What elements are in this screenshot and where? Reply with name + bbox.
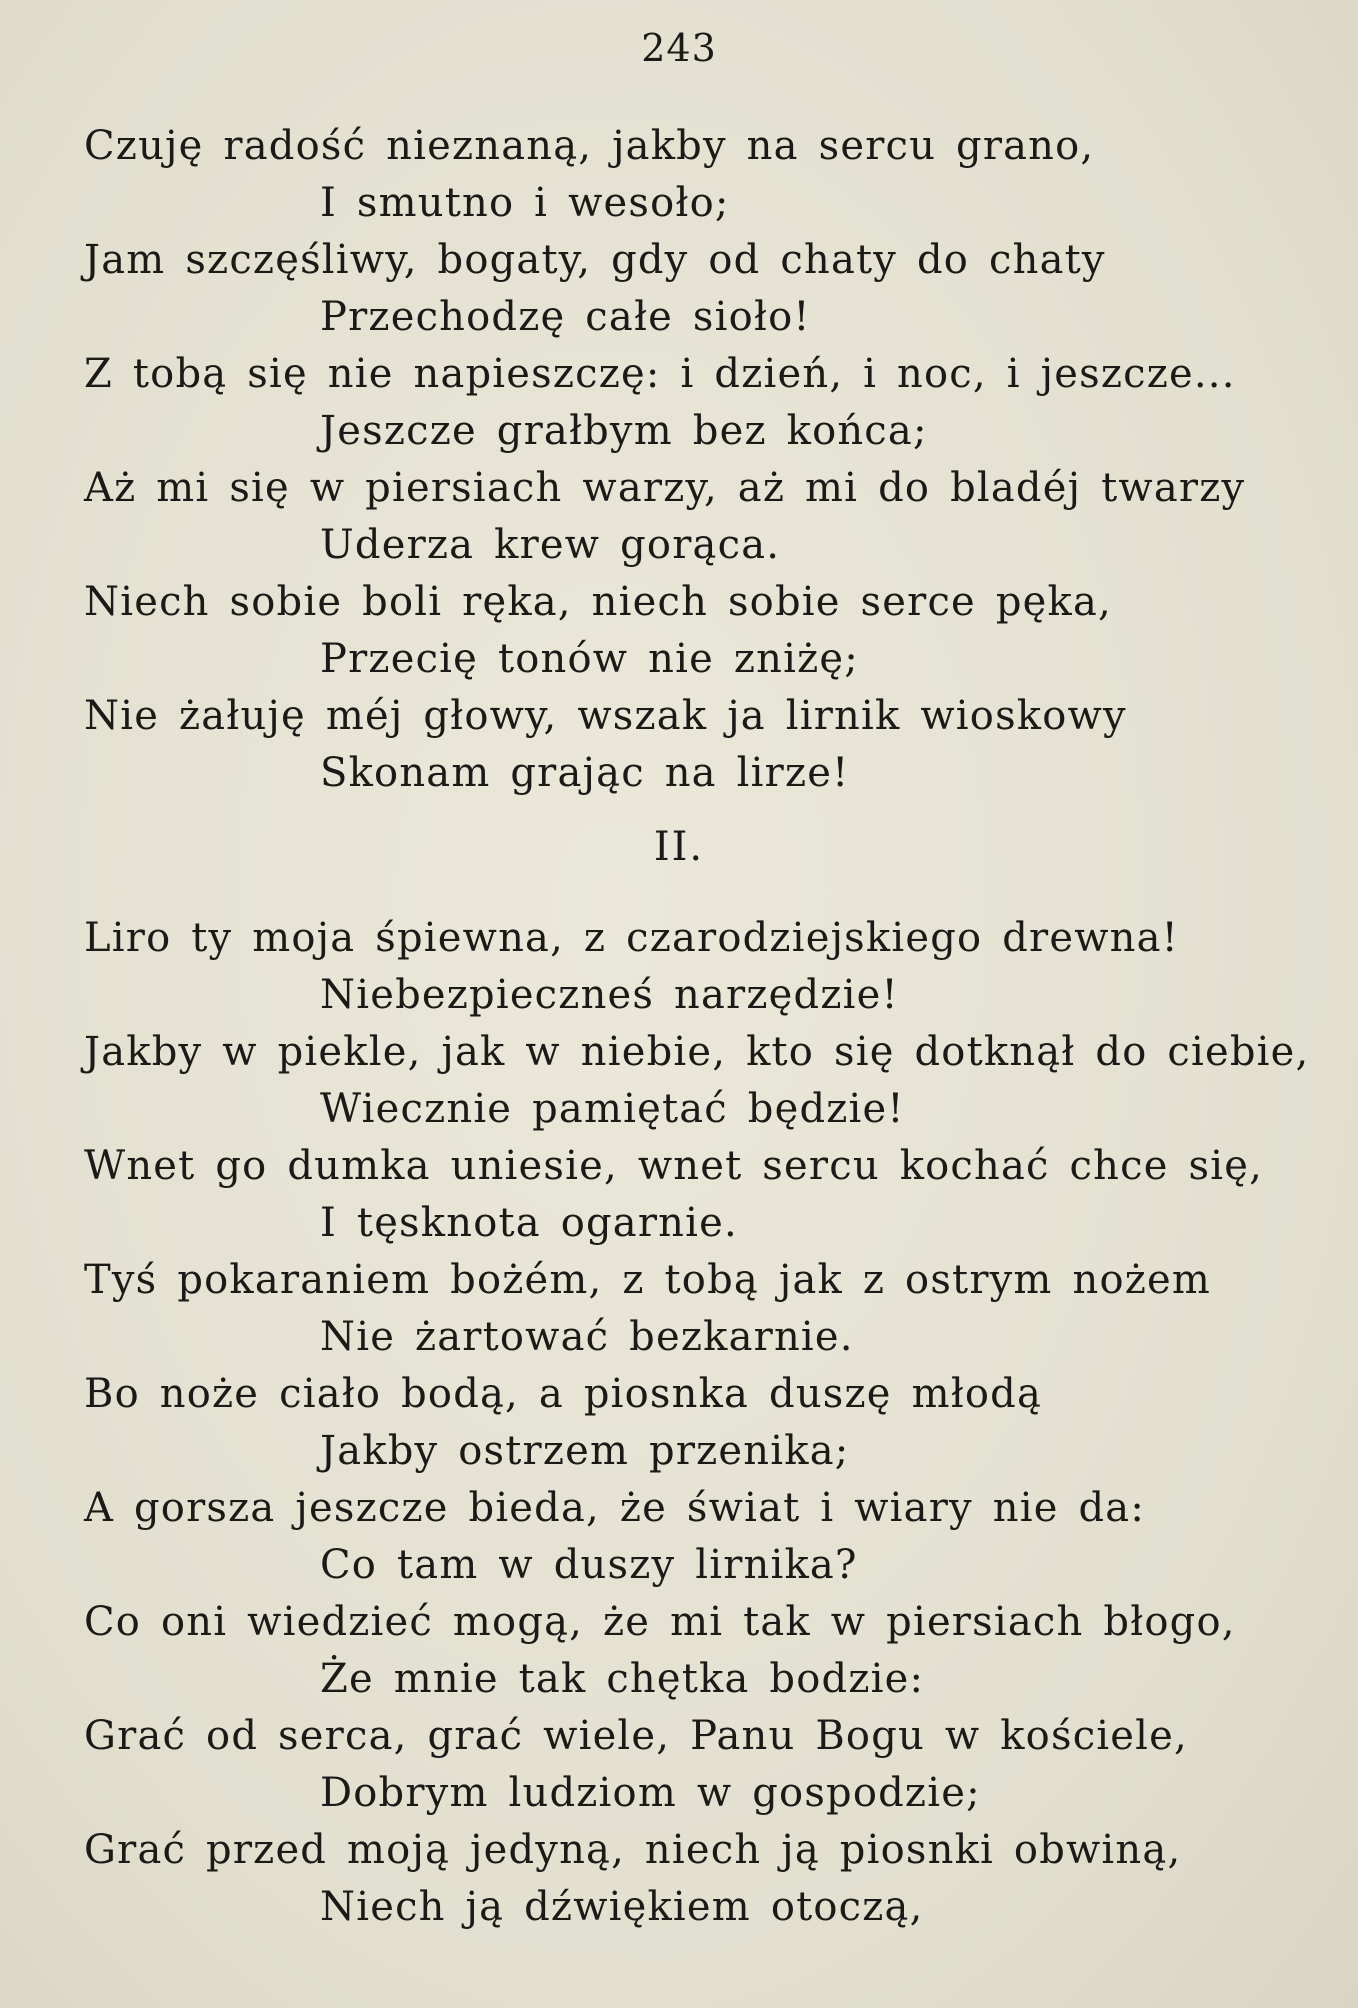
verse-line: Uderza krew gorąca. (320, 522, 781, 568)
verse-line: Niech sobie boli ręka, niech sobie serce pęka, (84, 579, 1112, 625)
verse-line: Jeszcze grałbym bez końca; (320, 408, 928, 454)
verse-line: Liro ty moja śpiewna, z czarodziejskiego drewna! (84, 915, 1179, 961)
verse-line: Niebezpiecznеś narzędzie! (320, 972, 899, 1018)
verse-line: Aż mi się w piersiach warzy, aż mi do bladéj twarzy (84, 465, 1246, 511)
verse-line: Co tam w duszy lirnika? (320, 1542, 858, 1588)
verse-line: Grać przed moją jedyną, niech ją piosnki obwiną, (84, 1827, 1182, 1873)
page-number: 243 (641, 26, 717, 70)
verse-line: Z tobą się nie napieszczę: i dzień, i noc, i jeszcze... (84, 351, 1236, 397)
verse-line: Jakby ostrzem przenika; (320, 1428, 850, 1474)
verse-line: Wiecznie pamiętać będzie! (320, 1086, 905, 1132)
verse-line: Niech ją dźwiękiem otoczą, (320, 1884, 924, 1930)
verse-line: Bo noże ciało bodą, a piosnka duszę młodą (84, 1371, 1042, 1417)
verse-line: A gorsza jeszcze bieda, że świat i wiary nie da: (84, 1485, 1146, 1531)
verse-line: Grać od serca, grać wiele, Panu Bogu w kościele, (84, 1713, 1188, 1759)
stanza-1 (84, 118, 1324, 802)
verse-line: I smutno i wesoło; (320, 180, 730, 226)
verse-line: Skonam grając na lirze! (320, 750, 850, 796)
verse-line: Nie żałuję méj głowy, wszak ja lirnik wioskowy (84, 693, 1127, 739)
verse-line: Co oni wiedzieć mogą, że mi tak w piersiach błogo, (84, 1599, 1236, 1645)
verse-line: Przechodzę całe sioło! (320, 294, 811, 340)
section-heading: II. (653, 824, 705, 870)
stanza-2 (84, 910, 1324, 1936)
verse-line: Jakby w piekle, jak w niebie, kto się dotknął do ciebie, (84, 1029, 1310, 1075)
verse-line: Tyś pokaraniem bożém, z tobą jak z ostrym nożem (84, 1257, 1211, 1303)
verse-line: Przecię tonów nie zniżę; (320, 636, 859, 682)
verse-line: I tęsknota ogarnie. (320, 1200, 738, 1246)
verse-line: Że mnie tak chętka bodzie: (320, 1656, 925, 1702)
verse-line: Dobrym ludziom w gospodzie; (320, 1770, 981, 1816)
verse-line: Jam szczęśliwy, bogaty, gdy od chaty do chaty (84, 237, 1106, 283)
verse-line: Wnet go dumka uniesie, wnet sercu kochać chce się, (84, 1143, 1264, 1189)
verse-line: Czuję radość nieznaną, jakby na sercu grano, (84, 123, 1095, 169)
verse-line: Nie żartować bezkarnie. (320, 1314, 854, 1360)
